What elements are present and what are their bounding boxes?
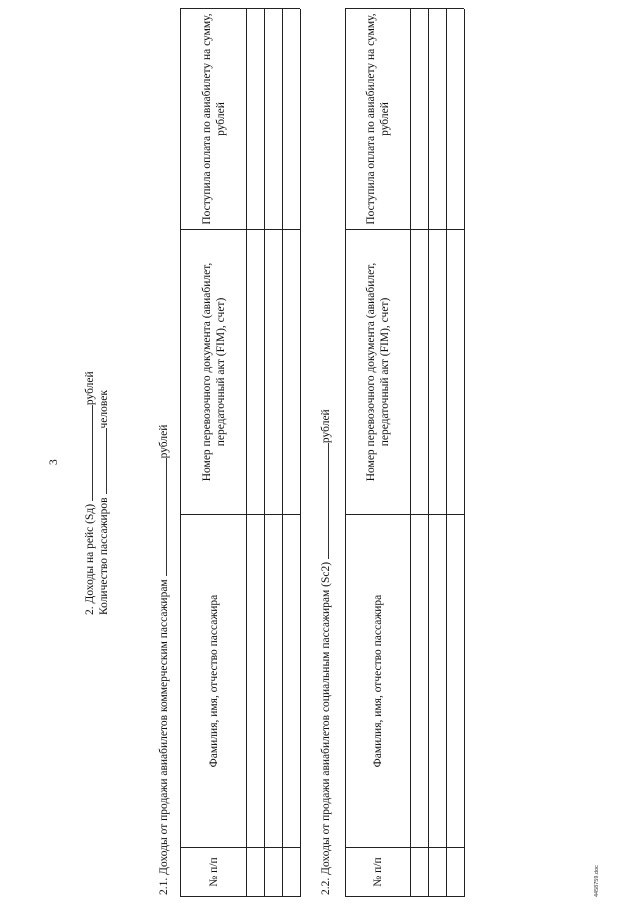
- section-21-unit: рублей: [158, 424, 170, 459]
- income-label: 2. Доходы на рейс (Sд): [84, 503, 96, 615]
- section-22-blank[interactable]: [318, 443, 329, 559]
- income-blank[interactable]: [82, 405, 93, 501]
- header-name: Фамилия, имя, отчество пассажира: [371, 594, 384, 768]
- page-number: 3: [48, 459, 60, 465]
- section-22-label: 2.2. Доходы от продажи авиабилетов социальным пассажирам (Sc2): [320, 561, 332, 895]
- header-num: № п/п: [207, 857, 220, 887]
- passengers-line: [96, 390, 110, 615]
- header-paid: Поступила оплата по авиабилету на сумму, рублей: [364, 13, 391, 225]
- section-21-line: [156, 425, 170, 895]
- header-name: Фамилия, имя, отчество пассажира: [207, 594, 220, 768]
- section-21-blank[interactable]: [156, 458, 167, 576]
- header-paid: Поступила оплата по авиабилету на сумму, рублей: [200, 13, 227, 225]
- section-22-line: [318, 409, 332, 895]
- section-21-label: 2.1. Доходы от продажи авиабилетов коммерческим пассажирам: [158, 579, 170, 895]
- header-document: Номер перевозочного документа (авиабилет, передаточный акт (FIM), счет): [364, 262, 391, 482]
- income-line: [82, 371, 96, 615]
- header-document: Номер перевозочного документа (авиабилет, передаточный акт (FIM), счет): [200, 262, 227, 482]
- section-22-unit: рублей: [320, 409, 332, 444]
- passengers-blank[interactable]: [96, 429, 107, 495]
- header-num: № п/п: [371, 857, 384, 887]
- income-unit: рублей: [84, 371, 96, 406]
- passengers-unit: человек: [98, 390, 110, 429]
- passengers-label: Количество пассажиров: [98, 497, 110, 615]
- footer-filename: 4458759.doc: [594, 865, 600, 897]
